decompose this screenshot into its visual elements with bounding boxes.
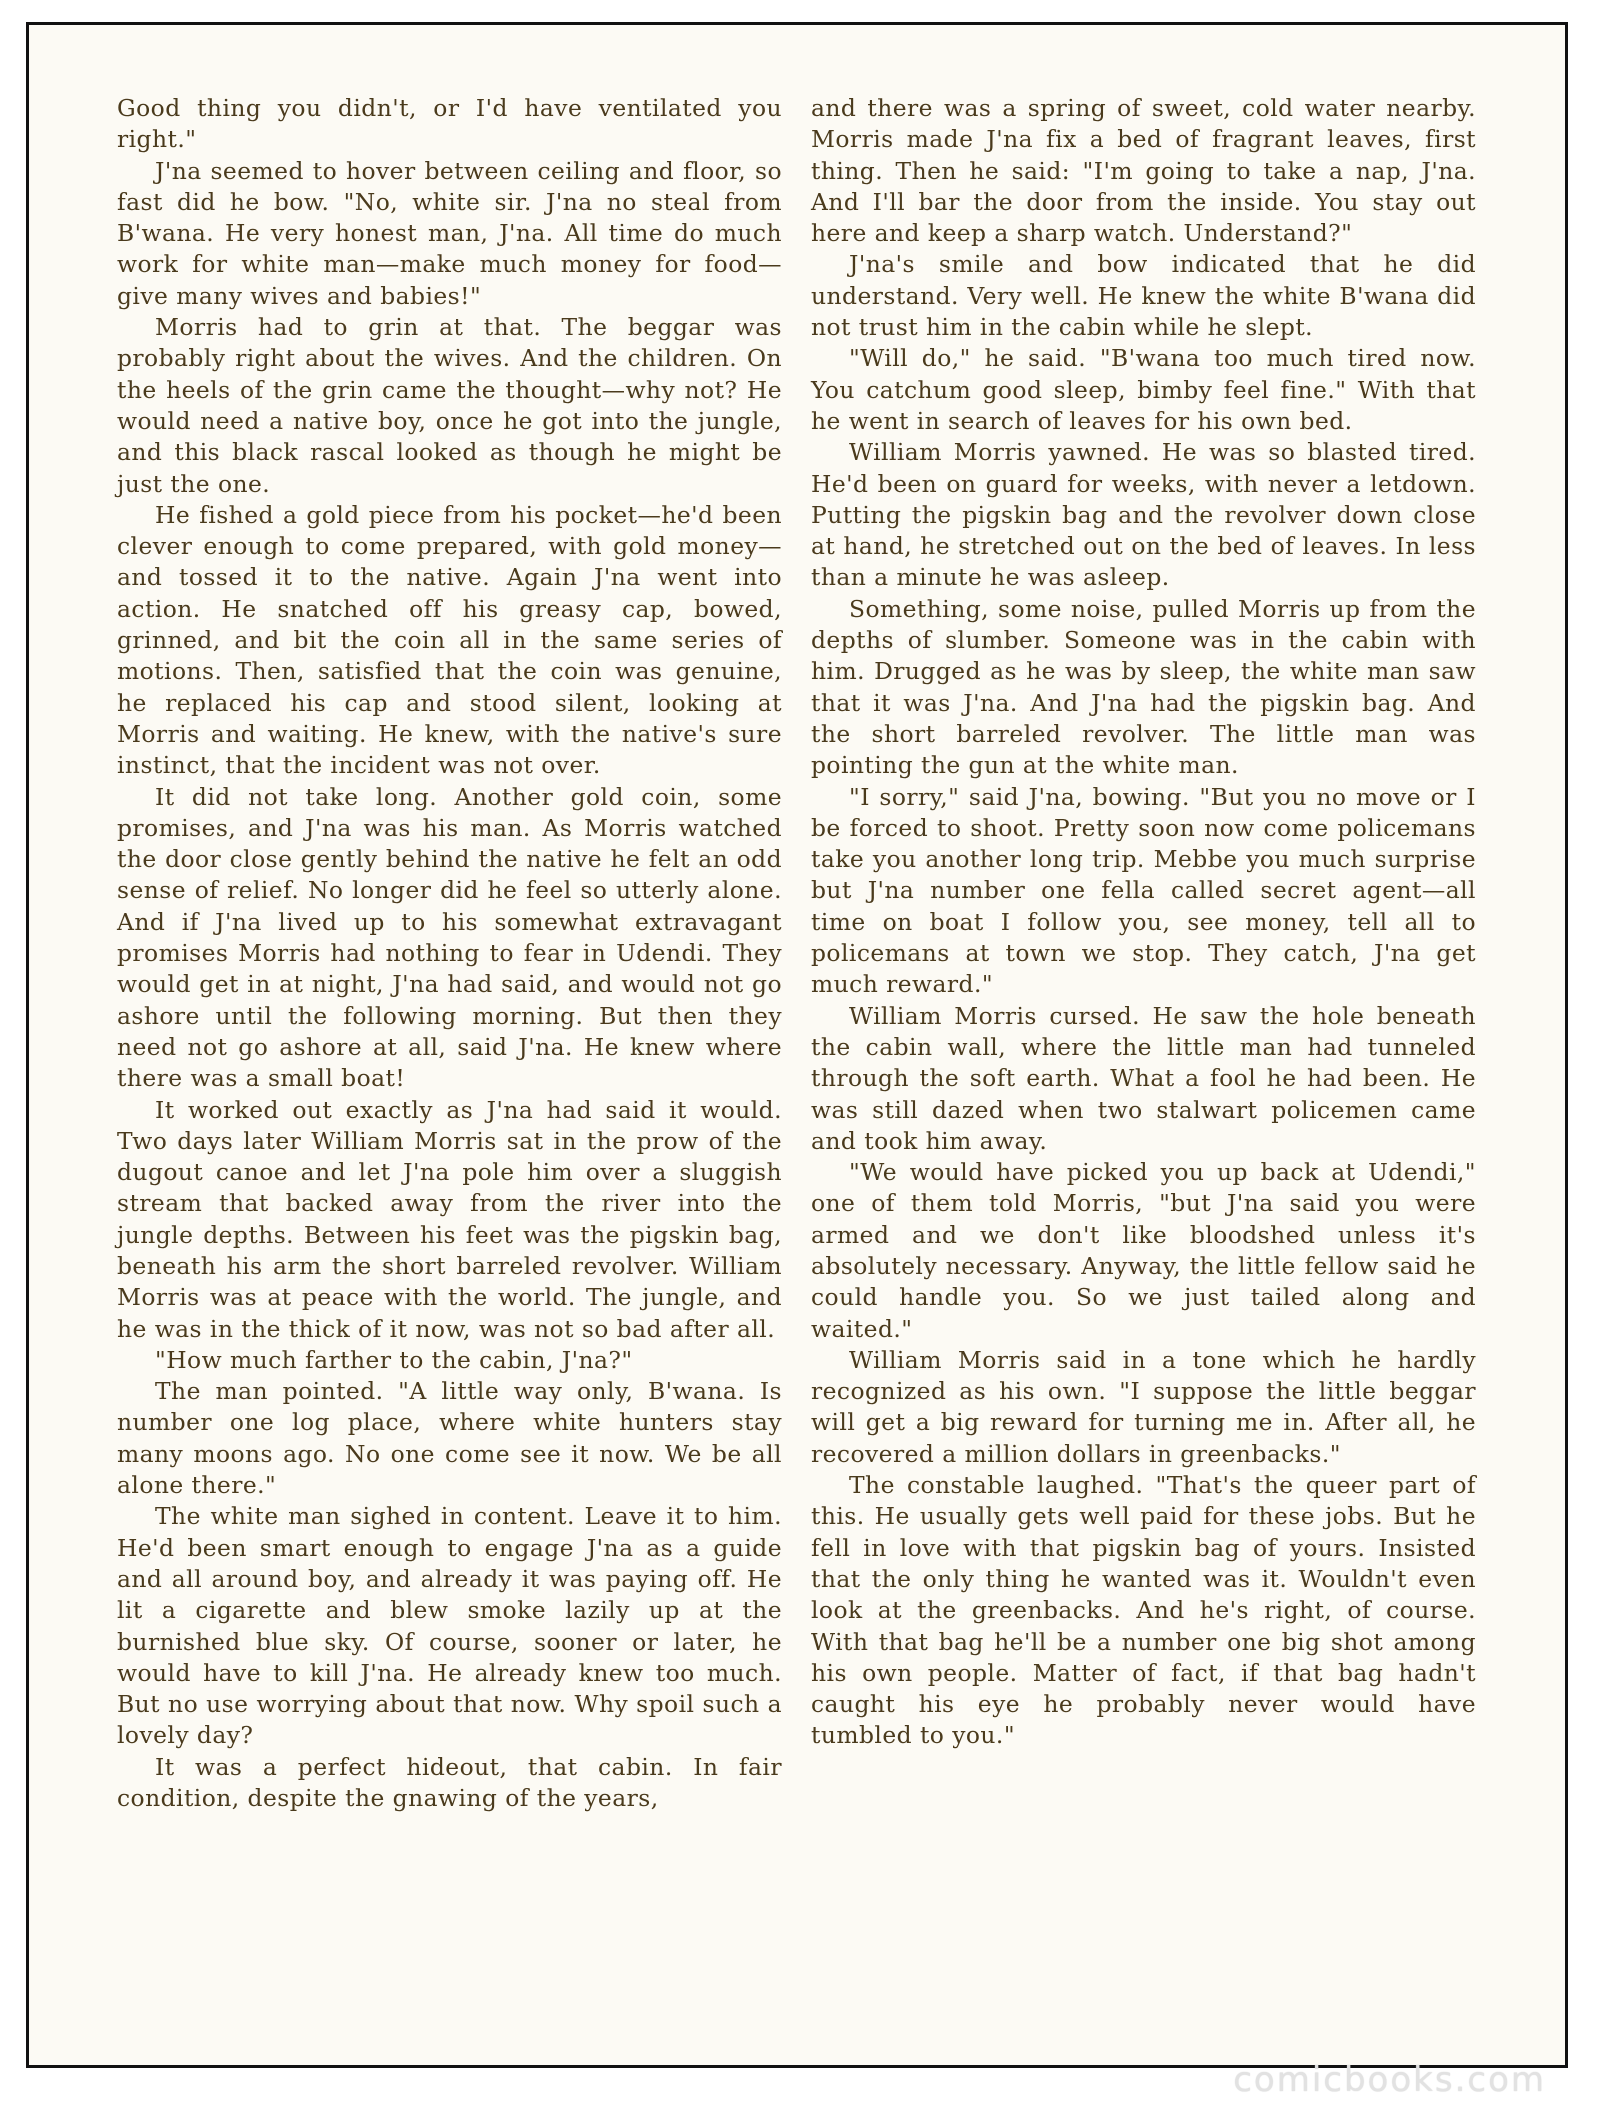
paragraph: Something, some noise, pulled Morris up from the depths of slumber. Someone was in the cabin with him. Drugged as he was by sleep, the white man saw that it was J'na. And J'na had the pigskin bag. And the short barreled revolver. The little man was pointing the gun at the white man. <box>811 594 1476 780</box>
left-text-column <box>117 93 782 1814</box>
paragraph: William Morris yawned. He was so blasted tired. He'd been on guard for weeks, with never a letdown. Putting the pigskin bag and the revolver down close at hand, he stretched out on the bed of leaves. In less than a minute he was asleep. <box>811 438 1476 592</box>
paragraph: and there was a spring of sweet, cold water nearby. Morris made J'na fix a bed of fragrant leaves, first thing. Then he said: "I'm going to take a nap, J'na. And I'll bar the door from the inside. You stay out here and keep a sharp watch. Understand?" <box>811 94 1476 248</box>
paragraph: It was a perfect hideout, that cabin. In fair condition, despite the gnawing of the years, <box>117 1752 782 1813</box>
paragraph: William Morris said in a tone which he hardly recognized as his own. "I suppose the little beggar will get a big reward for turning me in. After all, he recovered a million dollars in greenbacks." <box>811 1345 1476 1468</box>
paragraph: "How much farther to the cabin, J'na?" <box>155 1345 633 1374</box>
paragraph: William Morris cursed. He saw the hole beneath the cabin wall, where the little man had tunneled through the soft earth. What a fool he had been. He was still dazed when two stalwart policemen came and took him away. <box>811 1001 1476 1155</box>
right-text-column <box>811 93 1476 1752</box>
paragraph: The man pointed. "A little way only, B'wana. Is number one log place, where white hunters stay many moons ago. No one come see it now. We be all alone there." <box>117 1377 782 1500</box>
paragraph: Good thing you didn't, or I'd have ventilated you right." <box>117 94 782 154</box>
paragraph: "Will do," he said. "B'wana too much tired now. You catchum good sleep, bimby feel fine." With that he went in search of leaves for his own bed. <box>811 344 1476 435</box>
paragraph: The white man sighed in content. Leave it to him. He'd been smart enough to engage J'na as a guide and all around boy, and already it was paying off. He lit a cigarette and blew smoke lazily up at the burnished blue sky. Of course, sooner or later, he would have to kill J'na. He already knew too much. But no use worrying about that now. Why spoil such a lovely day? <box>117 1502 782 1750</box>
paragraph: Morris had to grin at that. The beggar was probably right about the wives. And the children. On the heels of the grin came the thought—why not? He would need a native boy, once he got into the jungle, and this black rascal looked as though he might be just the one. <box>117 313 782 498</box>
watermark: comicbooks.com <box>1233 2060 1546 2100</box>
paragraph: He fished a gold piece from his pocket—he'd been clever enough to come prepared, with gold money—and tossed it to the native. Again J'na went into action. He snatched off his greasy cap, bowed, grinned, and bit the coin all in the same series of motions. Then, satisfied that the coin was genuine, he replaced his cap and stood silent, looking at Morris and waiting. He knew, with the native's sure instinct, that the incident was not over. <box>117 500 782 780</box>
paragraph: The constable laughed. "That's the queer part of this. He usually gets well paid for these jobs. But he fell in love with that pigskin bag of yours. Insisted that the only thing he wanted was it. Wouldn't even look at the greenbacks. And he's right, of course. With that bag he'll be a number one big shot among his own people. Matter of fact, if that bag hadn't caught his eye he probably never would have tumbled to you." <box>811 1471 1476 1750</box>
story-page <box>26 22 1568 2068</box>
paragraph: J'na's smile and bow indicated that he did understand. Very well. He knew the white B'wana did not trust him in the cabin while he slept. <box>811 250 1476 342</box>
paragraph: It worked out exactly as J'na had said it would. Two days later William Morris sat in the prow of the dugout canoe and let J'na pole him over a sluggish stream that backed away from the river into the jungle depths. Between his feet was the pigskin bag, beneath his arm the short barreled revolver. William Morris was at peace with the world. The jungle, and he was in the thick of it now, was not so bad after all. <box>117 1095 782 1343</box>
paragraph: It did not take long. Another gold coin, some promises, and J'na was his man. As Morris watched the door close gently behind the native he felt an odd sense of relief. No longer did he feel so utterly alone. And if J'na lived up to his somewhat extravagant promises Morris had nothing to fear in Udendi. They would get in at night, J'na had said, and would not go ashore until the following morning. But then they need not go ashore at all, said J'na. He knew where there was a small boat! <box>117 782 782 1093</box>
paragraph: J'na seemed to hover between ceiling and floor, so fast did he bow. "No, white sir. J'na no steal from B'wana. He very honest man, J'na. All time do much work for white man—make much money for food—give many wives and babies!" <box>117 156 782 310</box>
paragraph: "I sorry," said J'na, bowing. "But you no move or I be forced to shoot. Pretty soon now come policemans take you another long trip. Mebbe you much surprise but J'na number one fella called secret agent—all time on boat I follow you, see money, tell all to policemans at town we stop. They catch, J'na get much reward." <box>811 782 1476 999</box>
paragraph: "We would have picked you up back at Udendi," one of them told Morris, "but J'na said you were armed and we don't like bloodshed unless it's absolutely necessary. Anyway, the little fellow said he could handle you. So we just tailed along and waited." <box>811 1158 1476 1343</box>
